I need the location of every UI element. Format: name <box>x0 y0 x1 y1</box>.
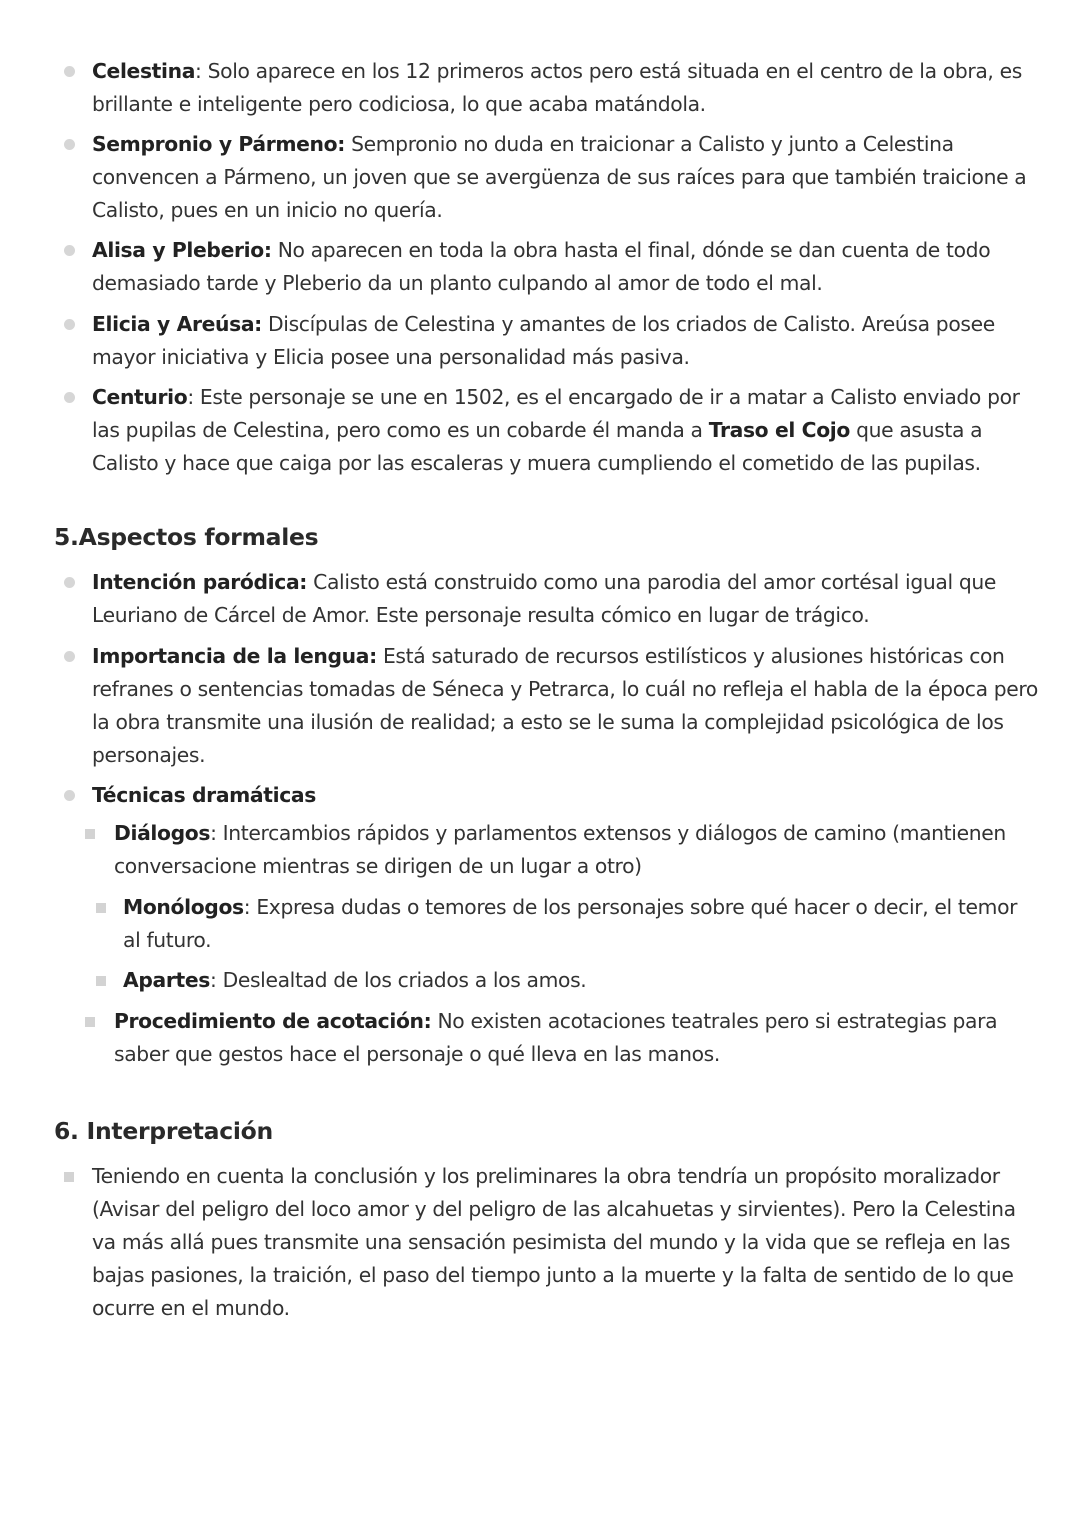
formal-aspect-label: Intención paródica: <box>92 570 308 594</box>
formal-aspect-item <box>92 779 1042 812</box>
formal-aspect-text: Está saturado de recursos estilísticos y alusiones históricas con refranes o sentencias tomadas de Séneca y Petrarca, lo cuál no refleja el habla de la época pero la obra transmite una ilusión de realidad; a esto se le suma la complejidad psicológica de los personajes. <box>92 644 1038 767</box>
technique-text: No existen acotaciones teatrales pero si estrategias para saber que gestos hace el personaje o qué lleva en las manos. <box>114 1009 998 1066</box>
bullet-dot-icon <box>64 790 75 801</box>
interpretation-paragraph: Teniendo en cuenta la conclusión y los preliminares la obra tendría un propósito moralizador (Avisar del peligro del loco amor y del peligro de las alcahuetas y sirvientes). Pero la Celestina va más allá pues transmite una sensación pesimista del mundo y la vida que se refleja en las bajas pasiones, la traición, el paso del tiempo junto a la muerte y la falta de sentido de lo que ocurre en el mundo. <box>92 1164 1016 1320</box>
character-alisa-pleberio <box>92 234 1042 300</box>
character-description: Discípulas de Celestina y amantes de los criados de Calisto. Areúsa posee mayor iniciativa y Elicia posee una personalidad más pasiva. <box>92 312 995 369</box>
technique-item <box>114 1005 1034 1071</box>
character-description-end: que asusta a Calisto y hace que caiga por las escaleras y muera cumpliendo el cometido de las pupilas. <box>92 418 983 475</box>
bullet-dot-icon <box>64 245 75 256</box>
character-name: Centurio <box>92 385 188 409</box>
formal-aspect-text: Calisto está construido como una parodia del amor cortésal igual que Leuriano de Cárcel de Amor. Este personaje resulta cómico en lugar de trágico. <box>92 570 996 627</box>
bullet-dot-icon <box>64 139 75 150</box>
formal-aspect-item <box>92 640 1042 772</box>
character-description: Este personaje se une en 1502, es el encargado de ir a matar a Calisto enviado por las pupilas de Celestina, pero como es un cobarde él manda a <box>92 385 1020 442</box>
bullet-dot-icon <box>64 319 75 330</box>
character-name: Sempronio y Pármeno: <box>92 132 345 156</box>
bullet-square-icon <box>96 903 106 913</box>
character-name: Alisa y Pleberio: <box>92 238 272 262</box>
character-description: Solo aparece en los 12 primeros actos pero está situada en el centro de la obra, es brillante e inteligente pero codiciosa, lo que acaba matándola. <box>92 59 1022 116</box>
technique-label: Monólogos <box>123 895 244 919</box>
technique-item <box>114 817 1034 883</box>
bullet-square-icon <box>64 1172 74 1182</box>
bullet-square-icon <box>85 1017 95 1027</box>
bullet-square-icon <box>85 829 95 839</box>
character-name: Elicia y Areúsa: <box>92 312 262 336</box>
character-description: No aparecen en toda la obra hasta el final, dónde se dan cuenta de todo demasiado tarde y Pleberio da un planto culpando al amor de todo el mal. <box>92 238 991 295</box>
character-name-traso: Traso el Cojo <box>708 418 850 442</box>
technique-item <box>123 964 1033 997</box>
section-heading-interpretacion: 6. Interpretación <box>54 1117 273 1145</box>
bullet-dot-icon <box>64 66 75 77</box>
bullet-dot-icon <box>64 651 75 662</box>
technique-label: Diálogos <box>114 821 211 845</box>
character-description: Sempronio no duda en traicionar a Calisto y junto a Celestina convencen a Pármeno, un joven que se avergüenza de sus raíces para que también traicione a Calisto, pues en un inicio no quería. <box>92 132 1027 222</box>
technique-label: Procedimiento de acotación: <box>114 1009 432 1033</box>
formal-aspect-item <box>92 566 1042 632</box>
technique-item <box>123 891 1033 957</box>
section-heading-aspectos-formales: 5.Aspectos formales <box>54 523 319 551</box>
character-elicia-areusa <box>92 308 1042 374</box>
bullet-square-icon <box>96 976 106 986</box>
formal-aspect-label: Importancia de la lengua: <box>92 644 377 668</box>
technique-label: Apartes <box>123 968 210 992</box>
character-sempronio-parmeno <box>92 128 1042 227</box>
bullet-dot-icon <box>64 392 75 403</box>
bullet-dot-icon <box>64 577 75 588</box>
technique-text: : Expresa dudas o temores de los personajes sobre qué hacer o decir, el temor al futuro. <box>123 895 1018 952</box>
formal-aspect-label: Técnicas dramáticas <box>92 783 316 807</box>
technique-text: : Deslealtad de los criados a los amos. <box>209 968 587 992</box>
character-centurio: Centurio: Este personaje se une en 1502, es el encargado de ir a matar a Calisto enviado por las pupilas de Celestina, pero como es un cobarde él manda a Traso el Cojo que asusta a Calisto y hace que caiga por las escaleras y muera cumpliendo el cometido de las pupilas. <box>92 385 1020 475</box>
character-celestina: Celestina: Solo aparece en los 12 primeros actos pero está situada en el centro de la obra, es brillante e inteligente pero codiciosa, lo que acaba matándola. <box>92 59 1022 116</box>
technique-text: : Intercambios rápidos y parlamentos extensos y diálogos de camino (mantienen conversacione mientras se dirigen de un lugar a otro) <box>114 821 1006 878</box>
character-name: Celestina <box>92 59 196 83</box>
